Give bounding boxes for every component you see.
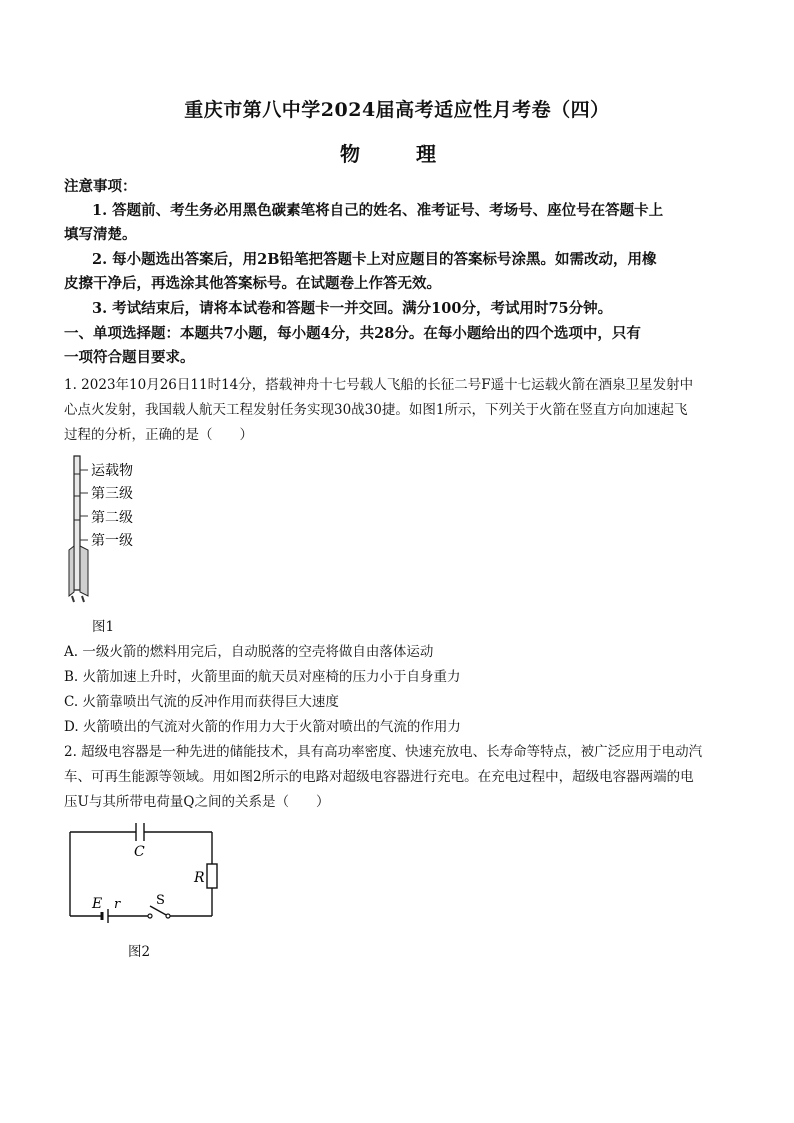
- question-2-line-1: 2. 超级电容器是一种先进的储能技术，具有高功率密度、快速充放电、长寿命等特点，被广泛应用于电动汽: [64, 744, 703, 760]
- figure-1-caption: 图1: [92, 619, 115, 635]
- question-1-option-a: A. 一级火箭的燃料用完后，自动脱落的空壳将做自由落体运动: [64, 644, 434, 660]
- resistor-label: R: [194, 870, 205, 886]
- switch-label: S: [156, 893, 165, 908]
- section-1-heading-line-2: 一项符合题目要求。: [64, 349, 195, 366]
- emf-label: E: [92, 896, 103, 912]
- rocket-figure: [66, 450, 166, 605]
- circuit-figure: [62, 820, 222, 928]
- question-1-option-b: B. 火箭加速上升时，火箭里面的航天员对座椅的压力小于自身重力: [64, 669, 461, 685]
- rocket-label-stage-1: 第一级: [91, 533, 133, 549]
- question-1-option-c: C. 火箭靠喷出气流的反冲作用而获得巨大速度: [64, 694, 339, 710]
- figure-2-caption: 图2: [128, 944, 151, 960]
- notice-item-1-line-1: 1. 答题前、考生务必用黑色碳素笔将自己的姓名、准考证号、考场号、座位号在答题卡上: [92, 202, 664, 219]
- rocket-label-stage-3: 第三级: [91, 486, 133, 502]
- notice-heading: 注意事项：: [64, 178, 137, 195]
- rocket-label-stage-2: 第二级: [91, 510, 133, 526]
- notice-item-1-line-2: 填写清楚。: [64, 226, 137, 243]
- question-1-option-d: D. 火箭喷出的气流对火箭的作用力大于火箭对喷出的气流的作用力: [64, 719, 461, 735]
- question-2-line-2: 车、可再生能源等领域。用如图2所示的电路对超级电容器进行充电。在充电过程中，超级电容器两端的电: [64, 769, 694, 785]
- rocket-label-payload: 运载物: [91, 463, 133, 479]
- notice-item-2-line-1: 2. 每小题选出答案后，用2B铅笔把答题卡上对应题目的答案标号涂黑。如需改动，用橡: [92, 251, 657, 268]
- internal-resistance-label: r: [114, 897, 121, 912]
- question-1-line-1: 1. 2023年10月26日11时14分，搭载神舟十七号载人飞船的长征二号F遥十七运载火箭在酒泉卫星发射中: [64, 377, 694, 393]
- page-title: 重庆市第八中学2024届高考适应性月考卷（四）: [184, 99, 610, 121]
- section-1-heading-line-1: 一、单项选择题：本题共7小题，每小题4分，共28分。在每小题给出的四个选项中，只有: [64, 325, 641, 342]
- capacitor-label: C: [134, 844, 145, 860]
- question-2-line-3: 压U与其所带电荷量Q之间的关系是（ ）: [64, 794, 330, 810]
- subject-title: 物 理: [340, 142, 454, 166]
- question-1-line-2: 心点火发射，我国载人航天工程发射任务实现30战30捷。如图1所示，下列关于火箭在竖直方向加速起飞: [64, 402, 688, 418]
- notice-item-3: 3. 考试结束后，请将本试卷和答题卡一并交回。满分100分，考试用时75分钟。: [92, 300, 613, 317]
- notice-item-2-line-2: 皮擦干净后，再选涂其他答案标号。在试题卷上作答无效。: [64, 275, 441, 292]
- question-1-line-3: 过程的分析，正确的是（ ）: [64, 427, 253, 443]
